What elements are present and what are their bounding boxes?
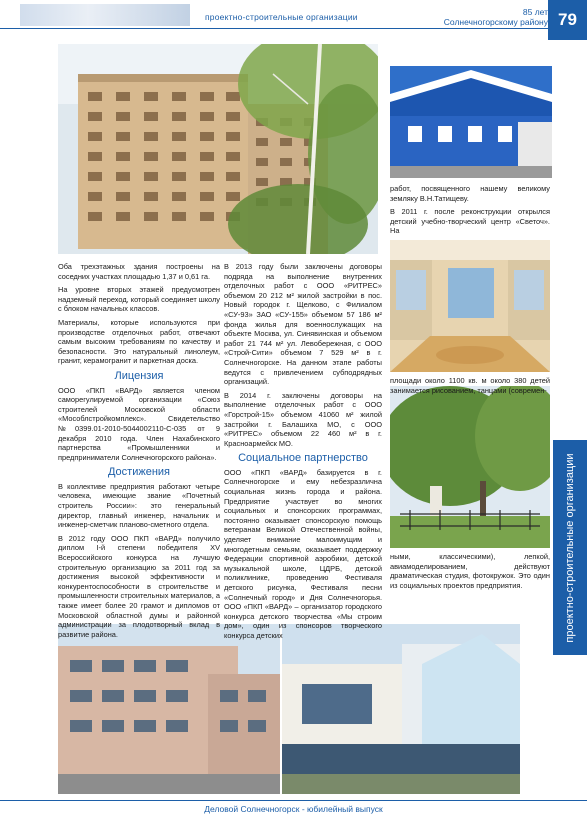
school-building-photo [58,624,280,794]
blue-building-illustration [390,66,552,178]
col1-paragraph-5: В коллективе предприятия работают четыре человека, имеющие звание «Почетный строитель России»: это генеральный директор, главный инженер, начальник и инженер-сметчик планово-сметного отдела. [58,481,220,530]
col3-text-3 [390,552,550,594]
col2-paragraph-2: В 2014 г. заключены договоры на выполнение отделочных работ с ООО «Горстрой-15» объемом 41060 м² жилой застройки г. Балашиха МО, с ООО «РИТРЕС» объемом 22 460 м² в г. Красноармейск МО. [224,390,382,448]
col2-paragraph-3: ООО «ПКП «ВАРД» базируется в г. Солнечногорске и ему небезразлична социальная жизнь города и района. Предприятие участвует во многих социальных и спонсорских программах, постоянно оказывает спонсорскую помощь ветеранам Великой Отечественной войны, уделяет внимание малоимущим и многодетным семьям, оказывает поддержку Федерации спортивной аэробики, детской музыкальной школе, ЦДРБ, детской поликлинике, проведению Фестиваля детского рисунка, Фестиваля песни «Солнечный город» и Дня Солнечногорья. ООО «ПКП «ВАРД» – организатор городского конкурса детского творчества «Мы строим дом», один из спонсоров творческого конкурса детских [224,467,382,640]
school-building-illustration [58,624,280,794]
col3-text-1 [390,184,550,240]
creative-center-illustration [282,624,520,794]
apartment-building-illustration [58,44,378,254]
apartment-building-photo [58,44,378,254]
heading-achievements: Достижения [107,466,171,479]
park-illustration [390,386,550,548]
park-photo [390,386,550,548]
heading-license: Лицензия [114,369,164,382]
blue-building-photo [390,66,552,178]
side-section-label: проектно-строительные организации [564,452,576,643]
col1-paragraph-1: Оба трехэтажных здания построены на соседних участках площадью 1,37 и 0,61 га. [58,262,220,281]
header-section-title: проектно-строительные организации [205,12,358,22]
footer-divider [0,800,587,801]
side-section-tab [553,440,587,655]
header-district: Солнечногорскому району [443,17,548,27]
col1-paragraph-2: На уровне вторых этажей предусмотрен надземный переход, который соединяет школу с блоком начальных классов. [58,285,220,314]
header-divider [0,28,548,29]
page-footer: Деловой Солнечногорск - юбилейный выпуск [204,804,383,814]
heading-social-partnership: Социальное партнерство [238,452,368,465]
col3-paragraph-3: площади около 1100 кв. м около 380 детей занимается рисованием, танцами (современ- [390,376,550,395]
page-number: 79 [548,0,587,40]
text-column-1 [58,262,220,643]
interior-illustration [390,240,550,372]
col3-paragraph-2: В 2011 г. после реконструкции открылся детский учебно-творческий центр «Светоч». На [390,207,550,236]
col2-paragraph-1: В 2013 году были заключены договоры подряда на выполнение внутренних отделочных работ с ООО «РИТРЕС» объемом 20 212 м² жилой застройки в пос. Новый городок г. Щелково, с Филиалом «СУ-93» ЗАО «СУ-155» объемом 57 186 м² фонда жилья для военнослужащих на объекте Москва, ул. Синявинская и объемом работ 21 744 м² ул. Левобережная, с ООО «Строй-Сити» объемом 7 529 м² в г. Солнечногорске. На данном этапе работы ведутся с привлечением субподрядных организаций. [224,262,382,387]
col3-text-2 [390,376,550,399]
text-column-2 [224,262,382,645]
creative-center-photo [282,624,520,794]
header-years: 85 лет [522,7,548,17]
col3-paragraph-1: работ, посвященного нашему великому земляку В.Н.Татищеву. [390,184,550,203]
header-anniversary [428,7,548,27]
col1-paragraph-6: В 2012 году ООО ПКП «ВАРД» получило диплом I-й степени победителя XV Всероссийского конкурса на лучшую строительную организацию за 2011 год за достижения высокой эффективности и конкурентоспособности в строительстве и промышленности строительных материалов, а также имеет более 20 грамот и дипломов от Московской областной думы и районной администрации за плодотворный вклад в развитие района. [58,533,220,639]
col3-paragraph-4: ными, классическими), лепкой, авиамоделированием, действуют драматическая студия, фотокружок. Это один из социальных проектов предприятия. [390,552,550,590]
header-city-image [20,4,190,26]
col1-paragraph-4: ООО «ПКП «ВАРД» является членом саморегулируемой организации «Союз строителей Московской области «Мособлстройкомплекс». Свидетельство №0399.01-2010-5044002110-С-035 от 9 декабря 2010 года. Член Нахабинского партнерства «Промышленники и предприниматели Солнечногорского района». [58,385,220,462]
col1-paragraph-3: Материалы, которые используются при производстве отделочных работ, отвечают самым высоким требованиям по качеству и безопасности. Это натуральный линолеум, гранит, керамогранит и паркетная доска. [58,317,220,366]
interior-photo [390,240,550,372]
